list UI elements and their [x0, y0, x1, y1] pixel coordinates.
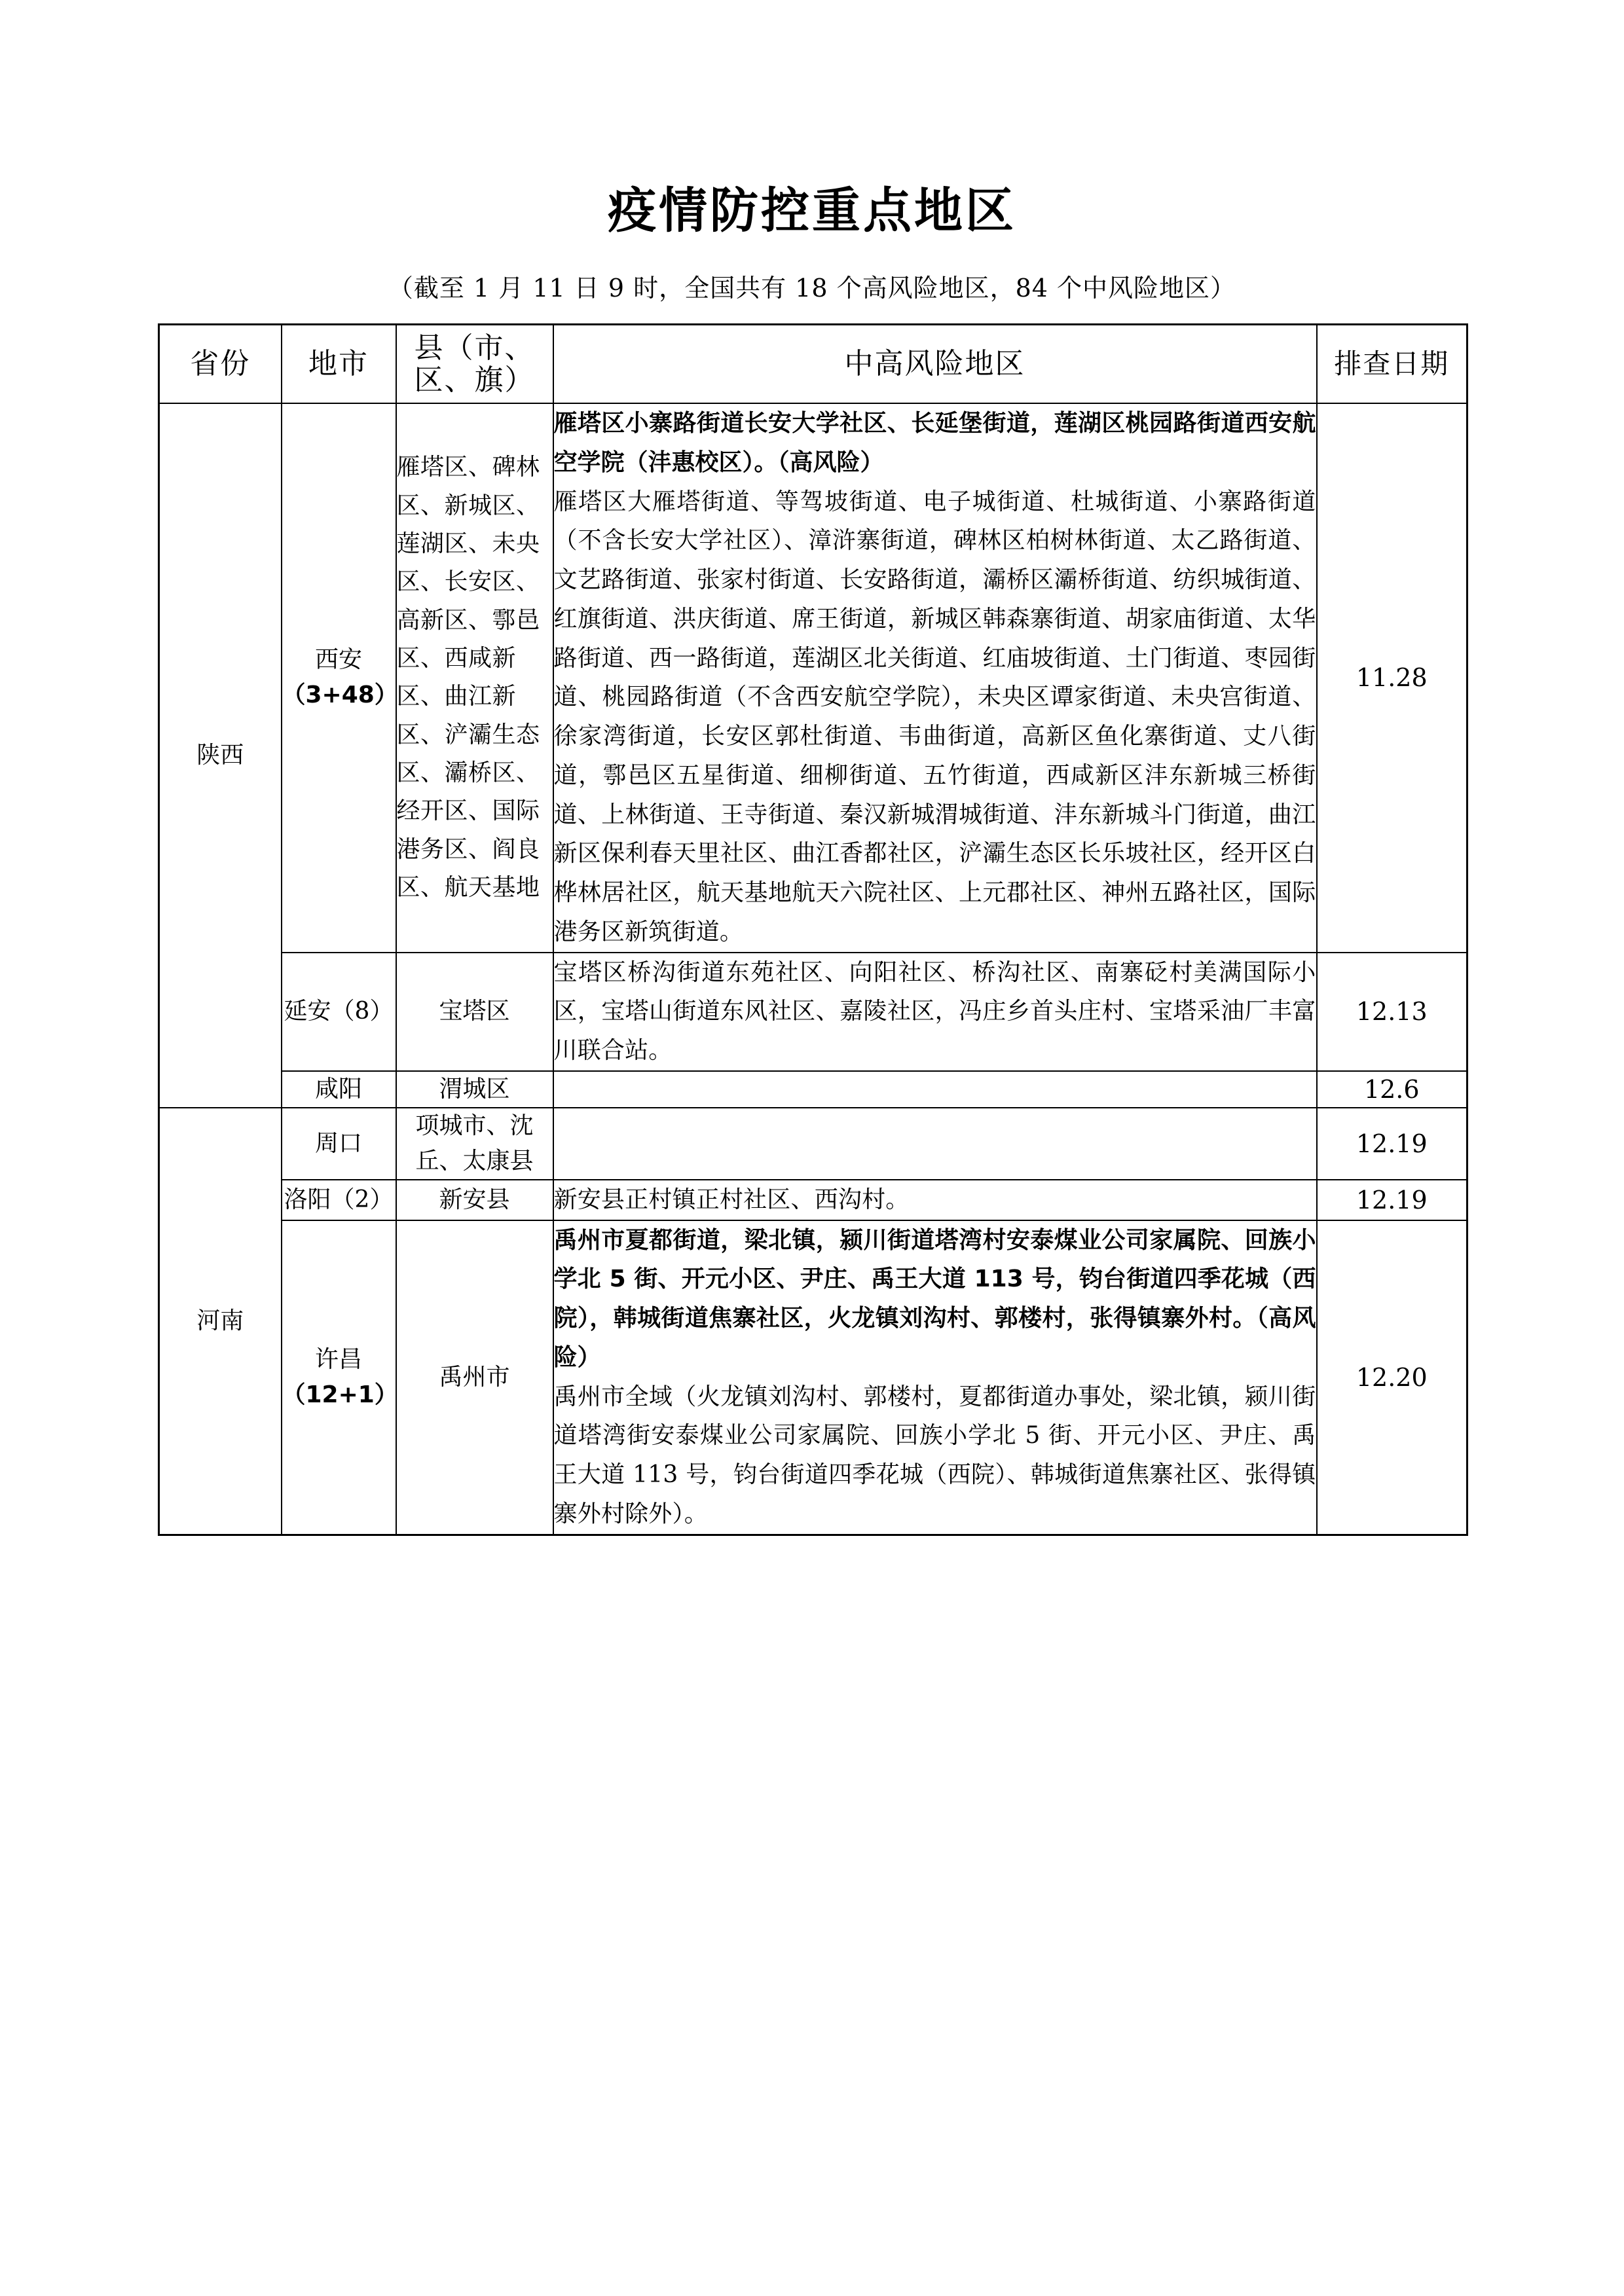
- county-cell: 雁塔区、碑林区、新城区、莲湖区、未央区、长安区、高新区、鄠邑区、西咸新区、曲江新区、浐灞生态区、灞桥区、经开区、国际港务区、阎良区、航天基地: [396, 403, 553, 953]
- city-name: 洛阳（2）: [284, 1186, 394, 1213]
- city-count: （12+1）: [282, 1381, 398, 1408]
- high-risk-area-text: 雁塔区小寨路街道长安大学社区、长延堡街道，莲湖区桃园路街道西安航空学院（沣惠校区）。（高风险）: [553, 410, 1316, 476]
- area-cell: [553, 1071, 1317, 1108]
- date-cell: 12.13: [1317, 953, 1467, 1071]
- city-name: 延安（8）: [284, 998, 394, 1025]
- table-header-row: [159, 325, 1467, 404]
- city-cell: [282, 1108, 396, 1180]
- area-cell: [553, 1108, 1317, 1180]
- county-cell: 宝塔区: [396, 953, 553, 1071]
- city-cell: [282, 1220, 396, 1535]
- area-cell: [553, 1180, 1317, 1220]
- table-row: [159, 403, 1467, 953]
- table-row: [159, 1071, 1467, 1108]
- city-name: 周口: [314, 1129, 362, 1157]
- table-row: [159, 1180, 1467, 1220]
- table-header: [159, 325, 1467, 404]
- page-title: 疫情防控重点地区: [608, 183, 1016, 239]
- area-cell: [553, 403, 1317, 953]
- risk-table-container: [158, 323, 1466, 1536]
- city-name: 西安: [314, 646, 362, 674]
- date-cell: 12.19: [1317, 1108, 1467, 1180]
- mid-risk-area-text: 雁塔区大雁塔街道、等驾坡街道、电子城街道、杜城街道、小寨路街道（不含长安大学社区）、漳浒寨街道，碑林区柏树林街道、太乙路街道、文艺路街道、张家村街道、长安路街道，灞桥区灞桥街道、纺织城街道、红旗街道、洪庆街道、席王街道，新城区韩森寨街道、胡家庙街道、太华路街道、西一路街道，莲湖区北关街道、红庙坡街道、土门街道、枣园街道、桃园路街道（不含西安航空学院），未央区谭家街道、未央宫街道、徐家湾街道，长安区郭杜街道、韦曲街道，高新区鱼化寨街道、丈八街道，鄠邑区五星街道、细柳街道、五竹街道，西咸新区沣东新城三桥街道、上林街道、王寺街道、秦汉新城渭城街道、沣东新城斗门街道，曲江新区保利春天里社区、曲江香都社区，浐灞生态区长乐坡社区，经开区白桦林居社区，航天基地航天六院社区、上元郡社区、神州五路社区，国际港务区新筑街道。: [553, 488, 1316, 945]
- area-cell: [553, 953, 1317, 1071]
- table-row: [159, 1108, 1467, 1180]
- area-cell: [553, 1220, 1317, 1535]
- date-cell: 12.20: [1317, 1220, 1467, 1535]
- county-cell: 渭城区: [396, 1071, 553, 1108]
- date-cell: 12.6: [1317, 1071, 1467, 1108]
- city-name: 咸阳: [314, 1075, 362, 1102]
- table-body: [159, 403, 1467, 1535]
- city-cell: [282, 1180, 396, 1220]
- province-cell: 河南: [159, 1108, 282, 1535]
- high-risk-area-text: 禹州市夏都街道，梁北镇，颍川街道塔湾村安泰煤业公司家属院、回族小学北 5 街、开元小区、尹庄、禹王大道 113 号，钧台街道四季花城（西院），韩城街道焦寨社区，火龙镇刘沟村、郭楼村，张得镇寨外村。（高风险）: [553, 1226, 1316, 1371]
- mid-risk-area-text: 新安县正村镇正村社区、西沟村。: [553, 1186, 910, 1213]
- risk-area-table: [158, 323, 1468, 1536]
- column-header-county: 县（市、区、旗）: [396, 325, 553, 404]
- county-cell: 新安县: [396, 1180, 553, 1220]
- county-cell: 禹州市: [396, 1220, 553, 1535]
- city-count: （3+48）: [282, 682, 398, 709]
- table-row: [159, 953, 1467, 1071]
- column-header-city: 地市: [282, 325, 396, 404]
- table-row: [159, 1220, 1467, 1535]
- column-header-date: 排查日期: [1317, 325, 1467, 404]
- column-header-area: 中高风险地区: [553, 325, 1317, 404]
- county-cell: 项城市、沈丘、太康县: [396, 1108, 553, 1180]
- mid-risk-area-text: 宝塔区桥沟街道东苑社区、向阳社区、桥沟社区、南寨砭村美满国际小区，宝塔山街道东风社区、嘉陵社区，冯庄乡首头庄村、宝塔采油厂丰富川联合站。: [553, 958, 1316, 1064]
- date-cell: 12.19: [1317, 1180, 1467, 1220]
- province-cell: 陕西: [159, 403, 282, 1108]
- page-subtitle: （截至 1 月 11 日 9 时，全国共有 18 个高风险地区，84 个中风险地区）: [388, 274, 1236, 302]
- date-cell: 11.28: [1317, 403, 1467, 953]
- mid-risk-area-text: 禹州市全域（火龙镇刘沟村、郭楼村，夏都街道办事处，梁北镇，颍川街道塔湾街安泰煤业公司家属院、回族小学北 5 街、开元小区、尹庄、禹王大道 113 号，钧台街道四季花城（西院）、韩城街道焦寨社区、张得镇寨外村除外）。: [553, 1383, 1316, 1527]
- city-cell: [282, 1071, 396, 1108]
- city-cell: [282, 403, 396, 953]
- column-header-province: 省份: [159, 325, 282, 404]
- city-cell: [282, 953, 396, 1071]
- city-name: 许昌: [314, 1345, 362, 1373]
